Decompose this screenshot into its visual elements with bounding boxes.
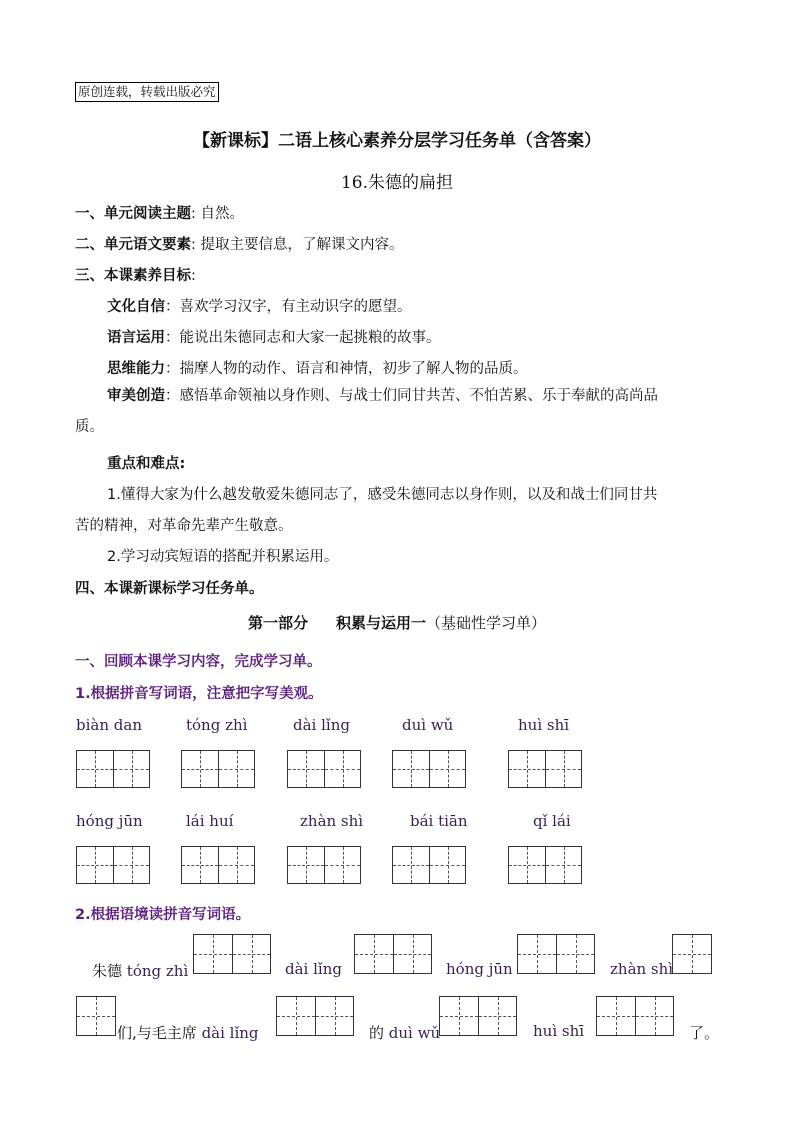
answer-grid[interactable] bbox=[517, 934, 595, 974]
section-label: 二、单元语文要素 bbox=[75, 237, 191, 253]
exercise-text: 了。 bbox=[689, 1024, 720, 1042]
answer-grid[interactable] bbox=[276, 996, 354, 1036]
exercise-pinyin: zhàn shì bbox=[610, 960, 674, 978]
pinyin-label: duì wǔ bbox=[402, 716, 454, 734]
writing-grid[interactable] bbox=[76, 750, 150, 788]
writing-grid[interactable] bbox=[287, 846, 361, 884]
writing-grid[interactable] bbox=[181, 750, 255, 788]
writing-grid[interactable] bbox=[508, 750, 582, 788]
task-1-heading: 一、回顾本课学习内容，完成学习单。 bbox=[75, 654, 322, 670]
pinyin-label: lái huí bbox=[186, 812, 234, 830]
key-point-2: 2.学习动宾短语的搭配并积累运用。 bbox=[107, 549, 339, 565]
section-text: : bbox=[191, 268, 196, 284]
answer-grid[interactable] bbox=[354, 934, 432, 974]
exercise-text: 朱德 tóng zhì bbox=[92, 962, 189, 980]
goal-culture: 文化自信：喜欢学习汉字，有主动识字的愿望。 bbox=[107, 299, 412, 315]
pinyin-label: zhàn shì bbox=[300, 812, 364, 830]
answer-grid[interactable] bbox=[439, 996, 517, 1036]
pinyin-label: bái tiān bbox=[410, 812, 468, 830]
section-text: : 自然。 bbox=[191, 206, 244, 222]
section-reading-theme bbox=[75, 202, 244, 223]
section-text: : 提取主要信息，了解课文内容。 bbox=[191, 237, 404, 253]
key-points-label: 重点和难点: bbox=[107, 456, 186, 472]
exercise-pinyin: huì shī bbox=[533, 1022, 585, 1040]
answer-grid[interactable] bbox=[76, 996, 116, 1036]
writing-grid[interactable] bbox=[392, 846, 466, 884]
goal-aesthetic: 审美创造：感悟革命领袖以身作则、与战士们同甘共苦、不怕苦累、乐于奉献的高尚品 bbox=[107, 388, 658, 404]
pinyin-label: hóng jūn bbox=[76, 812, 143, 830]
question-1: 1.根据拼音写词语，注意把字写美观。 bbox=[75, 686, 323, 702]
exercise-text: 们,与毛主席 dài lǐng bbox=[117, 1024, 259, 1042]
section-language-elements bbox=[75, 233, 404, 254]
writing-grid[interactable] bbox=[508, 846, 582, 884]
goal-thinking: 思维能力：揣摩人物的动作、语言和神情，初步了解人物的品质。 bbox=[107, 361, 528, 377]
answer-grid[interactable] bbox=[672, 934, 712, 974]
copyright-stamp: 原创连载，转载出版必究 bbox=[75, 82, 219, 102]
pinyin-label: huì shī bbox=[518, 716, 570, 734]
writing-grid[interactable] bbox=[392, 750, 466, 788]
pinyin-label: biàn dan bbox=[76, 716, 142, 734]
lesson-title: 16.朱德的扁担 bbox=[340, 173, 454, 193]
answer-grid[interactable] bbox=[596, 996, 674, 1036]
pinyin-label: dài lǐng bbox=[293, 716, 350, 734]
question-2: 2.根据语境读拼音写词语。 bbox=[75, 907, 251, 923]
section-task-list: 四、本课新课标学习任务单。 bbox=[75, 581, 264, 597]
pinyin-label: tóng zhì bbox=[186, 716, 248, 734]
key-point-1: 1.懂得大家为什么越发敬爱朱德同志了，感受朱德同志以身作则，以及和战士们同甘共 bbox=[107, 487, 658, 503]
exercise-pinyin: dài lǐng bbox=[285, 960, 342, 978]
section-label: 一、单元阅读主题 bbox=[75, 206, 191, 222]
section-label: 三、本课素养目标 bbox=[75, 268, 191, 284]
writing-grid[interactable] bbox=[76, 846, 150, 884]
pinyin-label: qǐ lái bbox=[533, 812, 571, 830]
answer-grid[interactable] bbox=[193, 934, 271, 974]
key-point-1-cont: 苦的精神，对革命先辈产生敬意。 bbox=[75, 518, 293, 534]
section-literacy-goals bbox=[75, 264, 196, 285]
page-title: 【新课标】二语上核心素养分层学习任务单（含答案） bbox=[193, 131, 601, 151]
goal-language: 语言运用：能说出朱德同志和大家一起挑粮的故事。 bbox=[107, 330, 441, 346]
exercise-text: 的 duì wǔ bbox=[369, 1024, 441, 1042]
writing-grid[interactable] bbox=[181, 846, 255, 884]
writing-grid[interactable] bbox=[287, 750, 361, 788]
part-heading: 第一部分 积累与运用一（基础性学习单） bbox=[247, 614, 547, 632]
exercise-pinyin: hóng jūn bbox=[446, 960, 513, 978]
goal-aesthetic-cont: 质。 bbox=[75, 419, 104, 435]
